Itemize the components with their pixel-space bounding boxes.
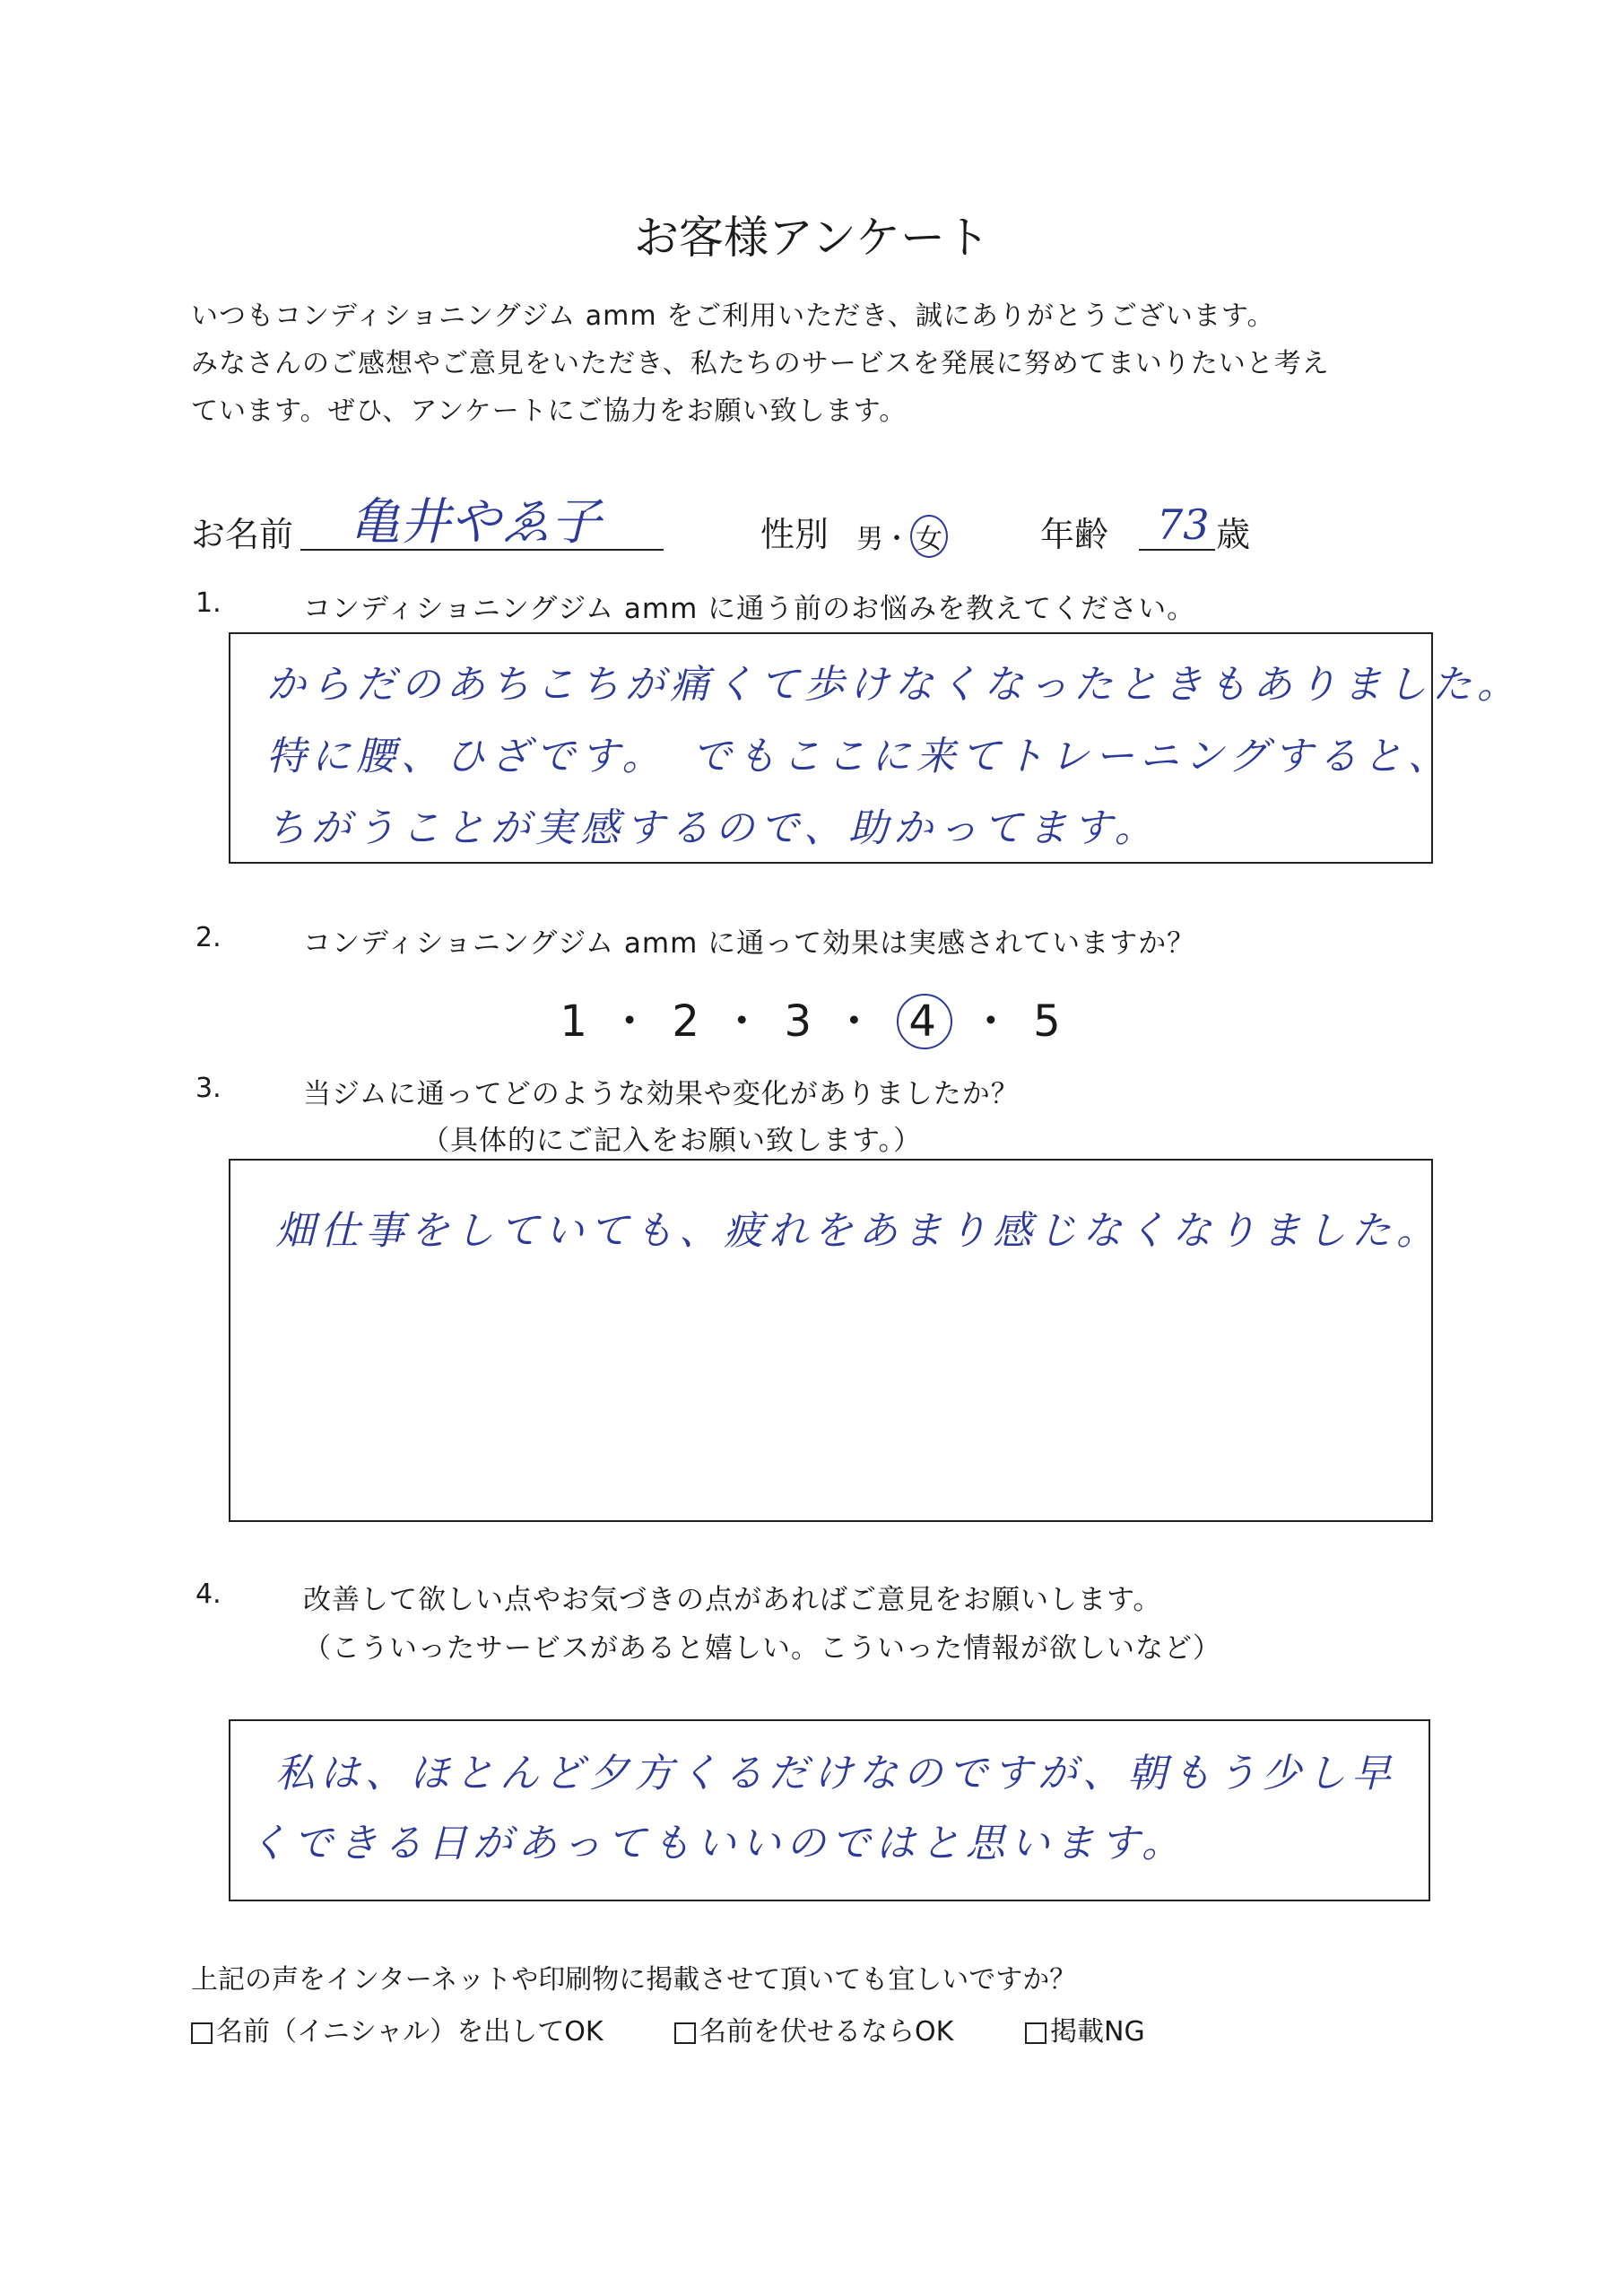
gender-female[interactable]: 女 xyxy=(910,515,948,558)
consent-option-ng[interactable] xyxy=(1025,2009,1145,2048)
q4-answer-line-1: 私は、ほとんど夕方くるだけなのですが、朝もう少し早 xyxy=(275,1751,1396,1796)
rating-1[interactable]: 1 xyxy=(560,996,591,1047)
q1-number: 1. xyxy=(195,587,221,619)
q2-text: コンディショニングジム amm に通って効果は実感されていますか？ xyxy=(303,927,1196,960)
consent-option-ng-label: 掲載NG xyxy=(1050,2016,1145,2048)
rating-5[interactable]: 5 xyxy=(1033,996,1064,1047)
name-label: お名前 xyxy=(191,515,294,554)
age-value[interactable]: 73 xyxy=(1157,500,1210,549)
q4-number: 4. xyxy=(195,1578,221,1610)
q3-subtext: （具体的にご記入をお願い致します。） xyxy=(421,1125,923,1157)
consent-question: 上記の声をインターネットや印刷物に掲載させて頂いても宜しいですか？ xyxy=(191,1964,1077,1996)
survey-title: お客様アンケート xyxy=(634,212,990,264)
q1-answer-line-1: からだのあちこちが痛くて歩けなくなったときもありました。 xyxy=(266,662,1522,708)
q4-subtext: （こういったサービスがあると嬉しい。こういった情報が欲しいなど） xyxy=(303,1632,1221,1665)
name-value[interactable]: 亀井やゑ子 xyxy=(350,493,601,552)
q3-answer-box[interactable] xyxy=(229,1159,1441,1522)
q4-answer-line-2: くできる日があってもいいのではと思います。 xyxy=(248,1821,1187,1866)
q1-answer-line-3: ちがうことが実感するので、助かってます。 xyxy=(266,805,1159,851)
consent-option-initial-label: 名前（イニシャル）を出してOK xyxy=(216,2016,604,2048)
rating-separator: ・ xyxy=(832,996,880,1047)
gender-label: 性別 xyxy=(760,515,829,554)
q3-text: 当ジムに通ってどのような効果や変化がありましたか？ xyxy=(303,1078,1020,1110)
gender-male[interactable]: 男 xyxy=(856,524,883,555)
q1-text: コンディショニングジム amm に通う前のお悩みを教えてください。 xyxy=(303,593,1196,625)
q3-number: 3. xyxy=(195,1073,221,1104)
q4-text: 改善して欲しい点やお気づきの点があればご意見をお願いします。 xyxy=(303,1584,1162,1616)
intro-line-2: みなさんのご感想やご意見をいただき、私たちのサービスを発展に努めてまいりたいと考え xyxy=(191,348,1330,379)
checkbox-icon[interactable] xyxy=(1025,2022,1046,2044)
age-underline xyxy=(1139,549,1215,551)
checkbox-icon[interactable] xyxy=(191,2022,213,2044)
rating-scale xyxy=(0,987,1624,1049)
gender-separator: ・ xyxy=(883,524,910,555)
q2-number: 2. xyxy=(195,922,221,953)
gender-options xyxy=(856,515,948,558)
rating-separator: ・ xyxy=(968,996,1016,1047)
name-underline xyxy=(300,549,664,551)
intro-line-1: いつもコンディショニングジム amm をご利用いただき、誠にありがとうございます。 xyxy=(191,300,1275,332)
consent-option-initial[interactable] xyxy=(191,2009,604,2048)
consent-option-anonymous-label: 名前を伏せるならOK xyxy=(699,2016,954,2048)
rating-3[interactable]: 3 xyxy=(784,996,816,1047)
q1-answer-line-2: 特に腰、ひざです。 でもここに来てトレーニングすると、 xyxy=(266,734,1453,779)
age-unit: 歳 xyxy=(1216,515,1251,554)
q3-answer-line-1: 畑仕事をしていても、疲れをあまり感じなくなりました。 xyxy=(275,1208,1441,1254)
q4-answer-box[interactable] xyxy=(229,1719,1430,1901)
rating-separator: ・ xyxy=(608,996,656,1047)
rating-2[interactable]: 2 xyxy=(672,996,703,1047)
age-label: 年齢 xyxy=(1040,515,1109,554)
intro-line-3: ています。ぜひ、アンケートにご協力をお願い致します。 xyxy=(191,396,908,427)
rating-separator: ・ xyxy=(720,996,768,1047)
q1-answer-box[interactable] xyxy=(229,632,1522,864)
rating-4-selected[interactable]: 4 xyxy=(897,994,952,1049)
consent-option-anonymous[interactable] xyxy=(674,2009,953,2048)
checkbox-icon[interactable] xyxy=(674,2022,696,2044)
